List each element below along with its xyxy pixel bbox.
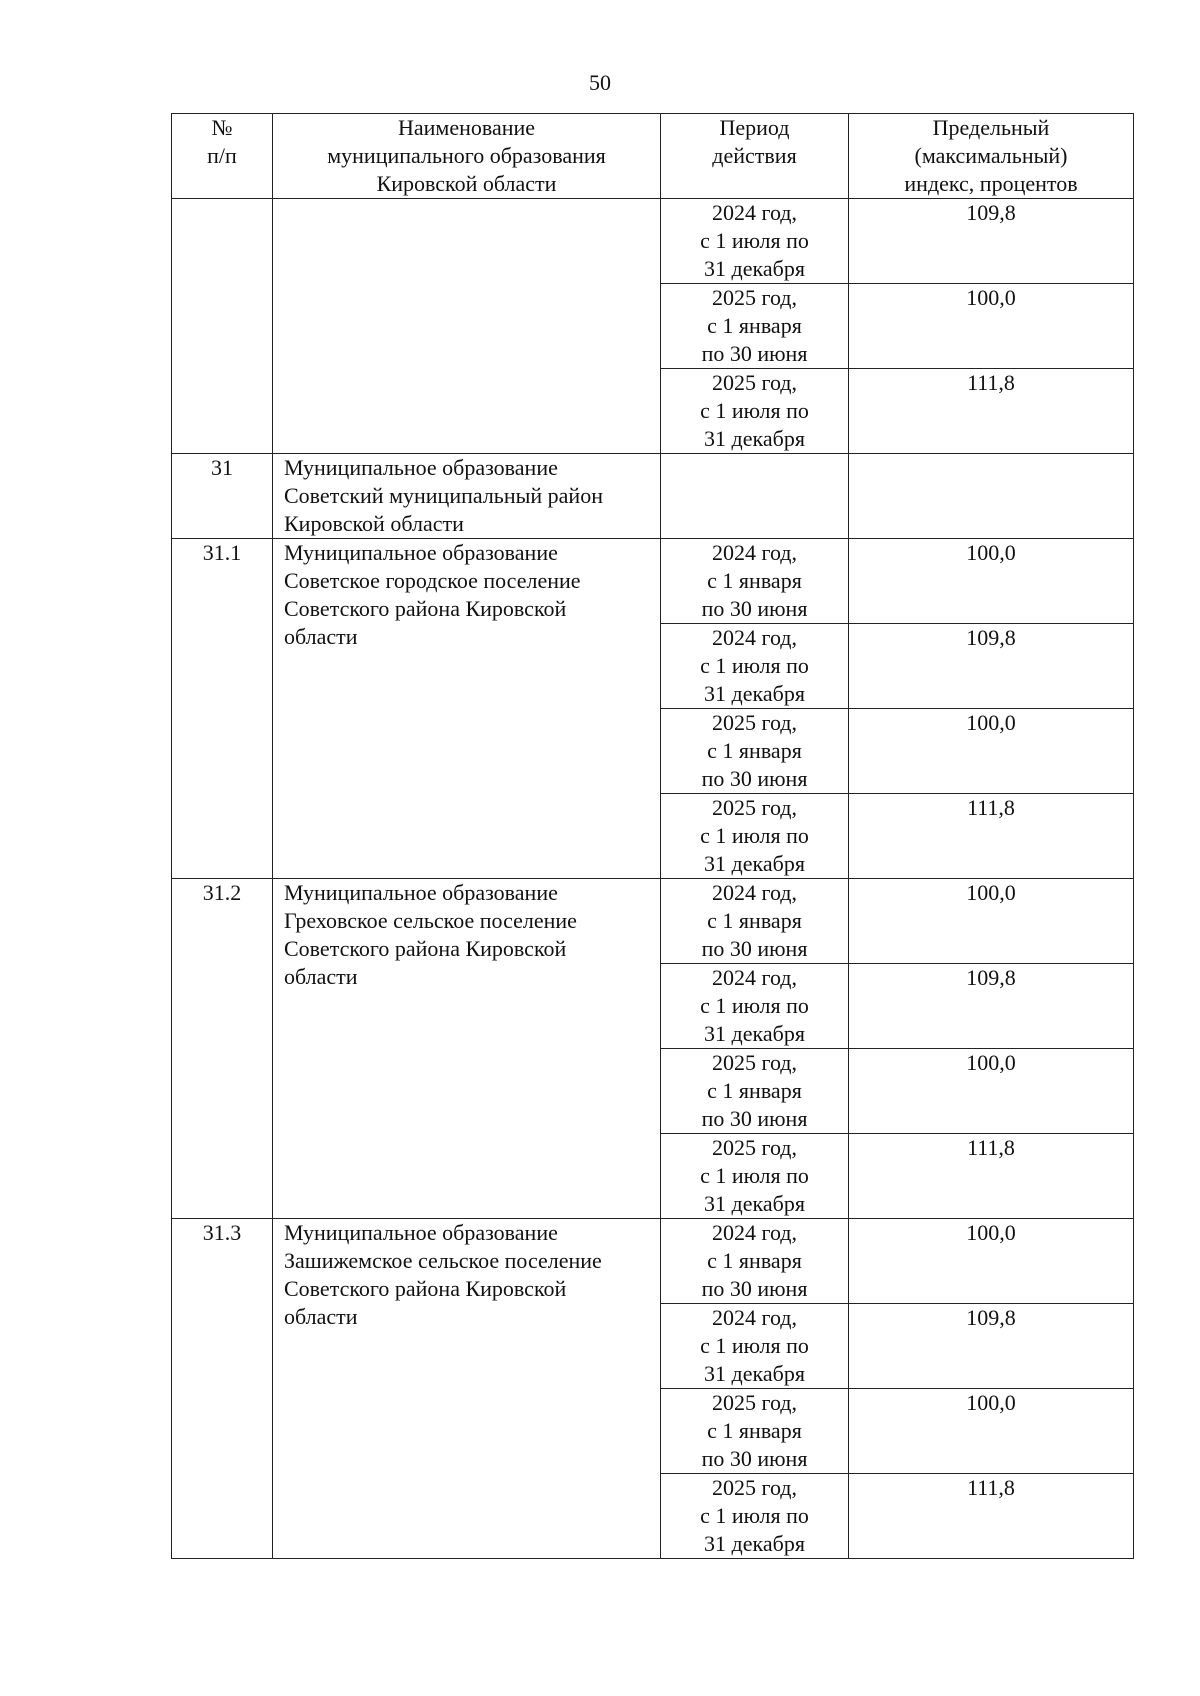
entry-name-line: области — [284, 1304, 358, 1329]
entry-name — [273, 1219, 661, 1559]
period-line: по 30 июня — [701, 1276, 808, 1301]
period-cell — [661, 1474, 849, 1559]
district-name-line: Муниципальное образование — [284, 455, 558, 480]
period-line: 2024 год, — [711, 540, 798, 565]
period-line: с 1 июля по — [700, 1163, 809, 1188]
period-line: с 1 января — [707, 738, 802, 763]
entry-number: 31.1 — [172, 539, 273, 879]
period-line: по 30 июня — [701, 1106, 808, 1131]
entry-name-line: Муниципальное образование — [284, 540, 558, 565]
period-line: 2025 год, — [711, 285, 798, 310]
district-number: 31 — [172, 454, 273, 539]
tariff-index-table — [171, 113, 1134, 1559]
period-line: 2024 год, — [711, 965, 798, 990]
period-cell — [661, 284, 849, 369]
period-line: 31 декабря — [704, 851, 805, 876]
index-cell: 100,0 — [849, 1389, 1134, 1474]
period-line: с 1 января — [707, 1248, 802, 1273]
period-cell — [661, 539, 849, 624]
entry-name-line: Муниципальное образование — [284, 880, 558, 905]
period-line: 2024 год, — [711, 1305, 798, 1330]
index-cell: 100,0 — [849, 709, 1134, 794]
period-cell — [661, 794, 849, 879]
period-line: с 1 июля по — [700, 398, 809, 423]
entry-name-line: Советского района Кировской — [284, 936, 567, 961]
period-line: с 1 июля по — [700, 993, 809, 1018]
period-cell — [661, 1049, 849, 1134]
district-row — [172, 454, 1134, 539]
index-cell: 111,8 — [849, 369, 1134, 454]
period-line: 2025 год, — [711, 795, 798, 820]
period-line: 2024 год, — [711, 1220, 798, 1245]
table-row — [172, 1219, 1134, 1304]
period-line: с 1 июля по — [700, 823, 809, 848]
table-row — [172, 879, 1134, 964]
period-line: по 30 июня — [701, 341, 808, 366]
header-name: Наименование муниципального образования Кировской области — [273, 114, 661, 199]
entry-name — [273, 539, 661, 879]
period-line: с 1 января — [707, 313, 802, 338]
header-num: № п/п — [172, 114, 273, 199]
period-line: с 1 июля по — [700, 228, 809, 253]
index-cell: 100,0 — [849, 1049, 1134, 1134]
period-cell — [661, 964, 849, 1049]
district-name — [273, 454, 661, 539]
entry-name-line: области — [284, 964, 358, 989]
index-cell: 109,8 — [849, 199, 1134, 284]
entry-name-line: Муниципальное образование — [284, 1220, 558, 1245]
period-line: 2025 год, — [711, 1475, 798, 1500]
period-line: с 1 июля по — [700, 653, 809, 678]
entry-name-line: Греховское сельское поселение — [284, 908, 577, 933]
entry-number: 31.3 — [172, 1219, 273, 1559]
period-line: по 30 июня — [701, 596, 808, 621]
entry-name-line: Советского района Кировской — [284, 1276, 567, 1301]
period-cell — [661, 1134, 849, 1219]
index-cell-empty — [849, 454, 1134, 539]
period-line: 31 декабря — [704, 681, 805, 706]
index-cell: 111,8 — [849, 1474, 1134, 1559]
period-line: по 30 июня — [701, 766, 808, 791]
period-line: 2025 год, — [711, 1390, 798, 1415]
period-line: по 30 июня — [701, 936, 808, 961]
entry-name — [273, 879, 661, 1219]
period-cell — [661, 369, 849, 454]
index-cell: 100,0 — [849, 539, 1134, 624]
entry-number-cell — [172, 199, 273, 454]
index-cell: 111,8 — [849, 1134, 1134, 1219]
period-line: 2025 год, — [711, 1135, 798, 1160]
table-row — [172, 539, 1134, 624]
index-cell: 109,8 — [849, 1304, 1134, 1389]
period-line: по 30 июня — [701, 1446, 808, 1471]
period-cell — [661, 1389, 849, 1474]
period-line: с 1 января — [707, 568, 802, 593]
table-body — [172, 199, 1134, 1559]
header-index: Предельный (максимальный) индекс, процентов — [849, 114, 1134, 199]
period-line: 2024 год, — [711, 625, 798, 650]
period-line: 2025 год, — [711, 710, 798, 735]
period-line: с 1 января — [707, 908, 802, 933]
period-line: 31 декабря — [704, 426, 805, 451]
period-cell-empty — [661, 454, 849, 539]
period-line: с 1 июля по — [700, 1333, 809, 1358]
period-cell — [661, 199, 849, 284]
index-cell: 111,8 — [849, 794, 1134, 879]
period-line: 31 декабря — [704, 1361, 805, 1386]
period-cell — [661, 709, 849, 794]
index-cell: 109,8 — [849, 624, 1134, 709]
period-line: с 1 января — [707, 1078, 802, 1103]
period-line: 31 декабря — [704, 256, 805, 281]
district-name-line: Советский муниципальный район — [284, 483, 603, 508]
entry-number: 31.2 — [172, 879, 273, 1219]
period-line: 2024 год, — [711, 200, 798, 225]
period-line: 2024 год, — [711, 880, 798, 905]
period-line: 31 декабря — [704, 1191, 805, 1216]
table-header-row — [172, 114, 1134, 199]
period-line: 2025 год, — [711, 1050, 798, 1075]
period-line: с 1 июля по — [700, 1503, 809, 1528]
index-cell: 100,0 — [849, 284, 1134, 369]
period-cell — [661, 624, 849, 709]
period-line: 31 декабря — [704, 1531, 805, 1556]
period-cell — [661, 1219, 849, 1304]
entry-name-line: области — [284, 624, 358, 649]
index-cell: 109,8 — [849, 964, 1134, 1049]
entry-name-line: Зашижемское сельское поселение — [284, 1248, 602, 1273]
period-cell — [661, 1304, 849, 1389]
index-cell: 100,0 — [849, 879, 1134, 964]
header-period: Период действия — [661, 114, 849, 199]
page-number: 50 — [589, 70, 611, 95]
district-name-line: Кировской области — [284, 511, 464, 536]
index-cell: 100,0 — [849, 1219, 1134, 1304]
entry-name-line: Советского района Кировской — [284, 596, 567, 621]
table-row — [172, 199, 1134, 284]
entry-name-cell — [273, 199, 661, 454]
entry-name-line: Советское городское поселение — [284, 568, 581, 593]
period-cell — [661, 879, 849, 964]
period-line: с 1 января — [707, 1418, 802, 1443]
period-line: 31 декабря — [704, 1021, 805, 1046]
period-line: 2025 год, — [711, 370, 798, 395]
